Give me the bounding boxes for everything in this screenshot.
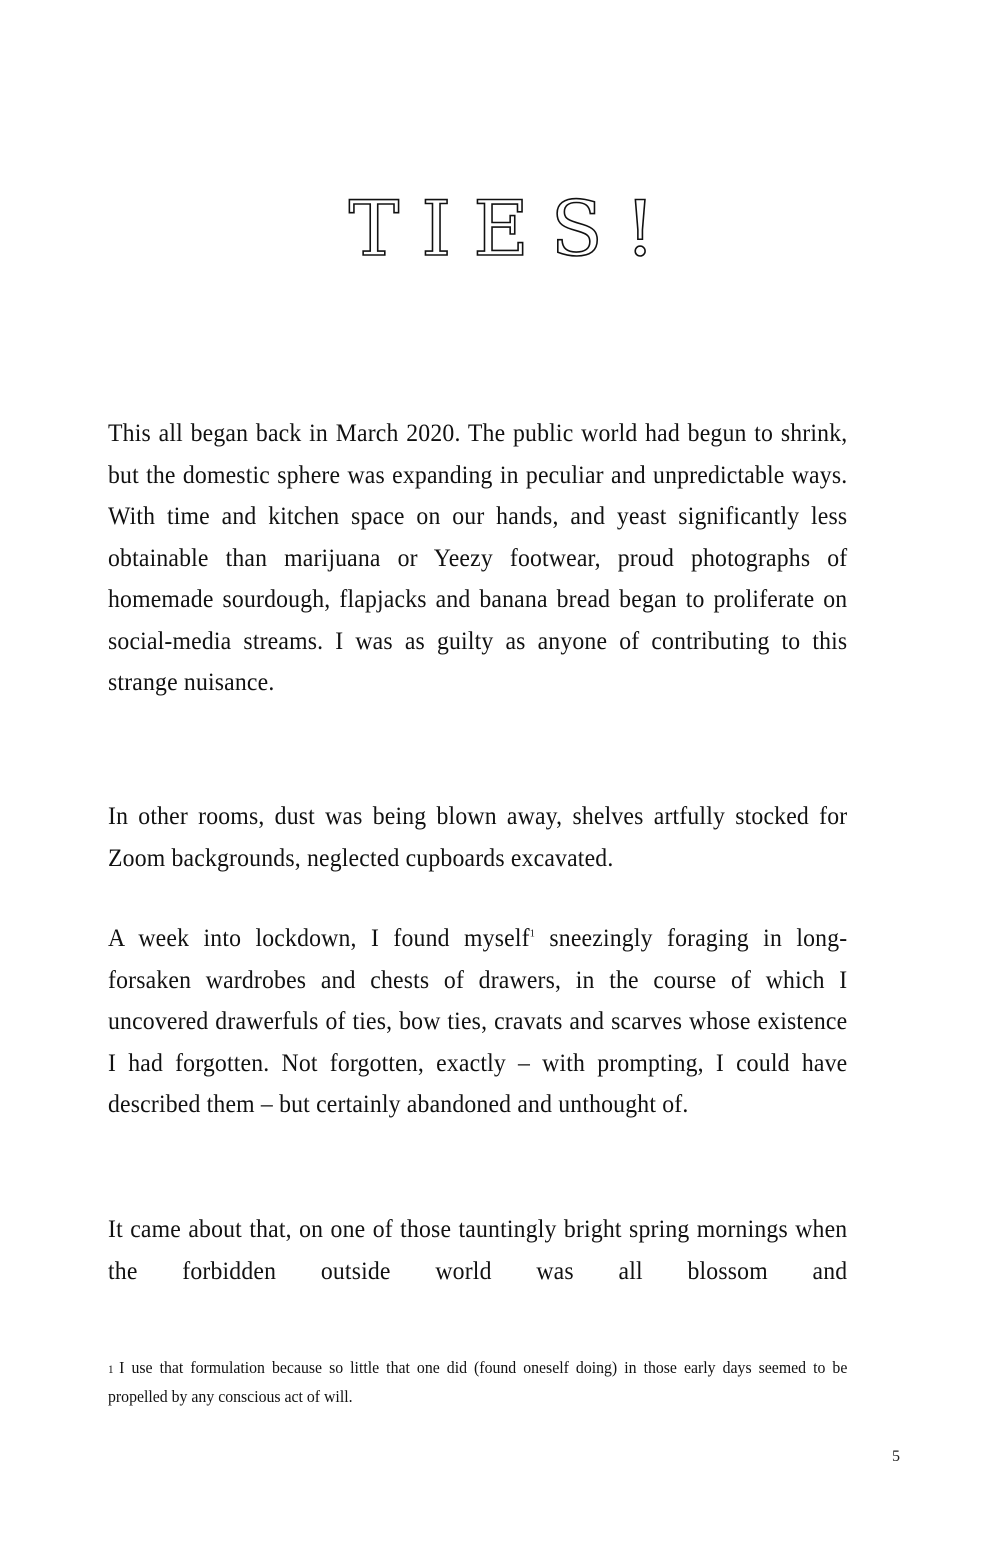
paragraph-4: It came about that, on one of those tauntingly bright spring mornings when the forbidden outside world was all blossom and [108,1214,848,1285]
footnote-reference[interactable]: 1 [529,927,536,940]
paragraph-3 [108,917,847,1125]
paragraph-1: This all began back in March 2020. The public world had begun to shrink, but the domestic sphere was expanding in peculiar and unpredictable ways. With time and kitchen space on our hands, and yeast significantly less obtainable than marijuana or Yeezy footwear, proud photographs of homemade sourdough, flapjacks and banana bread began to proliferate on social-media streams. I was as guilty as anyone of contributing to this strange nuisance. [108,418,848,696]
paragraph-3-text-end: sneezingly foraging in long-forsaken wardrobes and chests of drawers, in the course of which I uncovered drawerfuls of ties, bow ties, cravats and scarves whose existence I had forgotten. Not forgotten, exactly – with prompting, I could have described them – but certainly abandoned and unthought of. [108,923,848,1118]
paragraph-2: In other rooms, dust was being blown away, shelves artfully stocked for Zoom backgrounds, neglected cupboards excavated. [108,801,848,872]
chapter-title: TIES! [348,183,678,273]
page-number: 5 [892,1448,900,1465]
footnote [108,1354,847,1410]
footnote-text: I use that formulation because so little that one did (found oneself doing) in those early days seemed to be propelled by any conscious act of will. [108,1358,848,1406]
footnote-number: 1 [108,1362,114,1376]
paragraph-3-text-start: A week into lockdown, I found myself [108,923,530,952]
